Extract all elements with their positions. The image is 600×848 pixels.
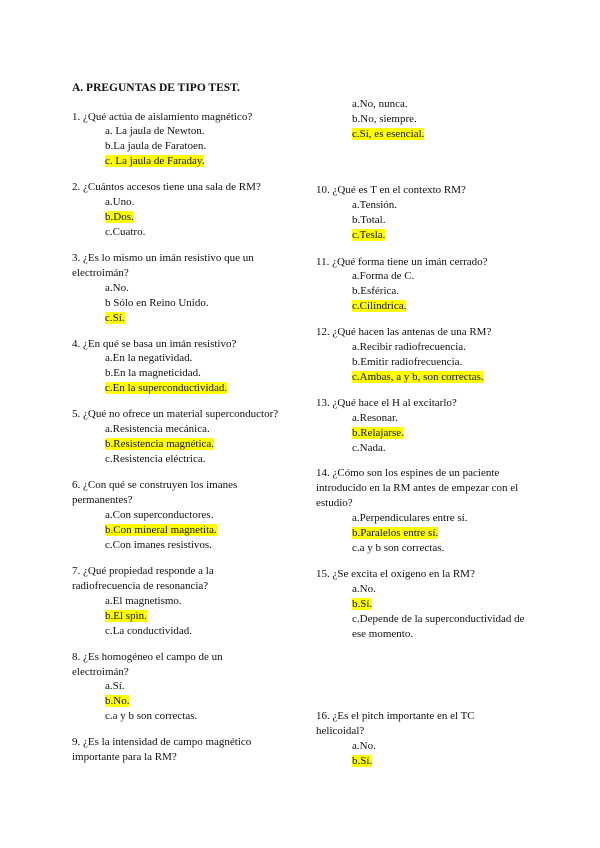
question-7-text: 7. ¿Qué propiedad responde a la radiofrecuencia de resonancia? xyxy=(72,565,214,592)
answer-option: c.a y b son correctas. xyxy=(352,542,445,554)
answer-option: a.Uno. xyxy=(105,196,135,208)
answer-option: c.a y b son correctas. xyxy=(105,710,198,722)
correct-answer: b.Paralelos entre sí. xyxy=(352,527,439,539)
question-15-option xyxy=(352,597,372,612)
answer-option: a.No, nunca. xyxy=(352,98,408,110)
question-2-option xyxy=(105,225,145,240)
question-1-option xyxy=(105,139,206,154)
question-7-option xyxy=(105,594,182,609)
question-12-option xyxy=(352,355,462,370)
question-14-option xyxy=(352,511,467,526)
question-8-option xyxy=(105,679,125,694)
question-12-option xyxy=(352,370,484,385)
correct-answer: b.Dos. xyxy=(105,211,134,223)
question-8-text: 8. ¿Es homogéneo el campo de un electroimán? xyxy=(72,651,223,678)
question-5-option xyxy=(105,452,205,467)
question-8-option xyxy=(105,709,197,724)
answer-option: c.Nada. xyxy=(352,442,386,454)
answer-option: a.Recibir radiofrecuencia. xyxy=(352,341,466,353)
correct-answer: c.Tesla. xyxy=(352,229,386,241)
answer-option: b.Esférica. xyxy=(352,285,400,297)
question-16-text: 16. ¿Es el pitch importante en el TC helicoidal? xyxy=(316,710,475,737)
question-4-text: 4. ¿En qué se basa un imán resistivo? xyxy=(72,338,237,350)
question-1-text: 1. ¿Qué actúa de aislamiento magnético? xyxy=(72,111,253,123)
answer-option: b Sólo en Reino Unido. xyxy=(105,297,209,309)
correct-answer: b.El spin. xyxy=(105,610,147,622)
question-6-text: 6. ¿Con qué se construyen los imanes permanentes? xyxy=(72,479,238,506)
question-10-option xyxy=(352,228,385,243)
question-14-option xyxy=(352,526,438,541)
correct-answer: c. La jaula de Faraday. xyxy=(105,155,205,167)
answer-option: b.Total. xyxy=(352,214,386,226)
question-13-text: 13. ¿Qué hace el H al excitarlo? xyxy=(316,397,457,409)
question-10-text: 10. ¿Qué es T en el contexto RM? xyxy=(316,184,466,196)
answer-option: b.Emitir radiofrecuencia. xyxy=(352,356,463,368)
correct-answer: b.Sí. xyxy=(352,755,373,767)
question-4-option xyxy=(105,381,227,396)
question-11-text: 11. ¿Qué forma tiene un imán cerrado? xyxy=(316,256,488,268)
question-13-option xyxy=(352,441,386,456)
answer-option: b.En la magneticidad. xyxy=(105,367,201,379)
question-1-option xyxy=(105,154,204,169)
answer-option: a.No. xyxy=(352,740,376,752)
question-13-option xyxy=(352,411,398,426)
correct-answer: b.Sí. xyxy=(352,598,373,610)
question-10-option xyxy=(352,198,397,213)
answer-option: a.Con superconductores. xyxy=(105,509,214,521)
answer-option: a.Resonar. xyxy=(352,412,398,424)
correct-answer: b.Con mineral magnetita. xyxy=(105,524,217,536)
answer-option: c.Con imanes resistivos. xyxy=(105,539,212,551)
question-3-option xyxy=(105,281,129,296)
question-16-option xyxy=(352,754,372,769)
question-8-option xyxy=(105,694,129,709)
question-12-text: 12. ¿Qué hacen las antenas de una RM? xyxy=(316,326,492,338)
question-2-option xyxy=(105,210,134,225)
correct-answer: c.Cilíndrica. xyxy=(352,300,407,312)
question-3-option xyxy=(105,311,125,326)
question-4-option xyxy=(105,351,192,366)
question-3-text: 3. ¿Es lo mismo un imán resistivo que un electroimán? xyxy=(72,252,254,279)
question-14-option xyxy=(352,541,444,556)
question-9-option xyxy=(352,127,424,142)
question-9-text: 9. ¿Es la intensidad de campo magnético importante para la RM? xyxy=(72,736,252,763)
question-11-option xyxy=(352,299,406,314)
answer-option: a.Tensión. xyxy=(352,199,398,211)
question-7-option xyxy=(105,624,192,639)
correct-answer: c.Sí. xyxy=(105,312,125,324)
answer-option: c.Resistencia eléctrica. xyxy=(105,453,206,465)
question-15-option xyxy=(352,612,525,642)
question-5-option xyxy=(105,437,214,452)
answer-option: c.La conductividad. xyxy=(105,625,193,637)
question-4-option xyxy=(105,366,201,381)
question-6-option xyxy=(105,508,213,523)
answer-option: a.Perpendiculares entre sí. xyxy=(352,512,468,524)
question-6-option xyxy=(105,538,212,553)
question-16-option xyxy=(352,739,376,754)
answer-option: a.No. xyxy=(352,583,376,595)
answer-option: a.En la negatividad. xyxy=(105,352,193,364)
section-title: A. PREGUNTAS DE TIPO TEST. xyxy=(72,82,240,94)
question-5-option xyxy=(105,422,210,437)
question-7-option xyxy=(105,609,147,624)
answer-option: a.El magnetismo. xyxy=(105,595,182,607)
question-5-text: 5. ¿Qué no ofrece un material superconductor? xyxy=(72,408,279,420)
question-2-text: 2. ¿Cuántos accesos tiene una sala de RM? xyxy=(72,181,261,193)
answer-option: c.Depende de la superconductividad de ese momento. xyxy=(352,613,525,640)
question-9-option xyxy=(352,112,417,127)
correct-answer: b.Resistencia magnética. xyxy=(105,438,215,450)
answer-option: a.Sí. xyxy=(105,680,125,692)
answer-option: b.La jaula de Faratoen. xyxy=(105,140,207,152)
question-11-option xyxy=(352,269,414,284)
answer-option: a.Resistencia mecánica. xyxy=(105,423,210,435)
correct-answer: c.En la superconductividad. xyxy=(105,382,228,394)
question-13-option xyxy=(352,426,404,441)
question-15-text: 15. ¿Se excita el oxígeno en la RM? xyxy=(316,568,475,580)
question-10-option xyxy=(352,213,385,228)
question-2-option xyxy=(105,195,134,210)
question-3-option xyxy=(105,296,209,311)
question-11-option xyxy=(352,284,399,299)
question-12-option xyxy=(352,340,466,355)
question-1-option xyxy=(105,124,205,139)
correct-answer: c.Sí, es esencial. xyxy=(352,128,425,140)
correct-answer: c.Ambas, a y b, son correctas. xyxy=(352,371,484,383)
correct-answer: b.Relajarse. xyxy=(352,427,404,439)
question-6-option xyxy=(105,523,217,538)
question-9-option xyxy=(352,97,408,112)
answer-option: b.No, siempre. xyxy=(352,113,417,125)
question-14-text: 14. ¿Cómo son los espines de un paciente introducido en la RM antes de empezar con el estudio? xyxy=(316,467,519,509)
answer-option: a.Forma de C. xyxy=(352,270,415,282)
correct-answer: b.No. xyxy=(105,695,130,707)
answer-option: a. La jaula de Newton. xyxy=(105,125,205,137)
question-15-option xyxy=(352,582,376,597)
answer-option: a.No. xyxy=(105,282,129,294)
answer-option: c.Cuatro. xyxy=(105,226,146,238)
